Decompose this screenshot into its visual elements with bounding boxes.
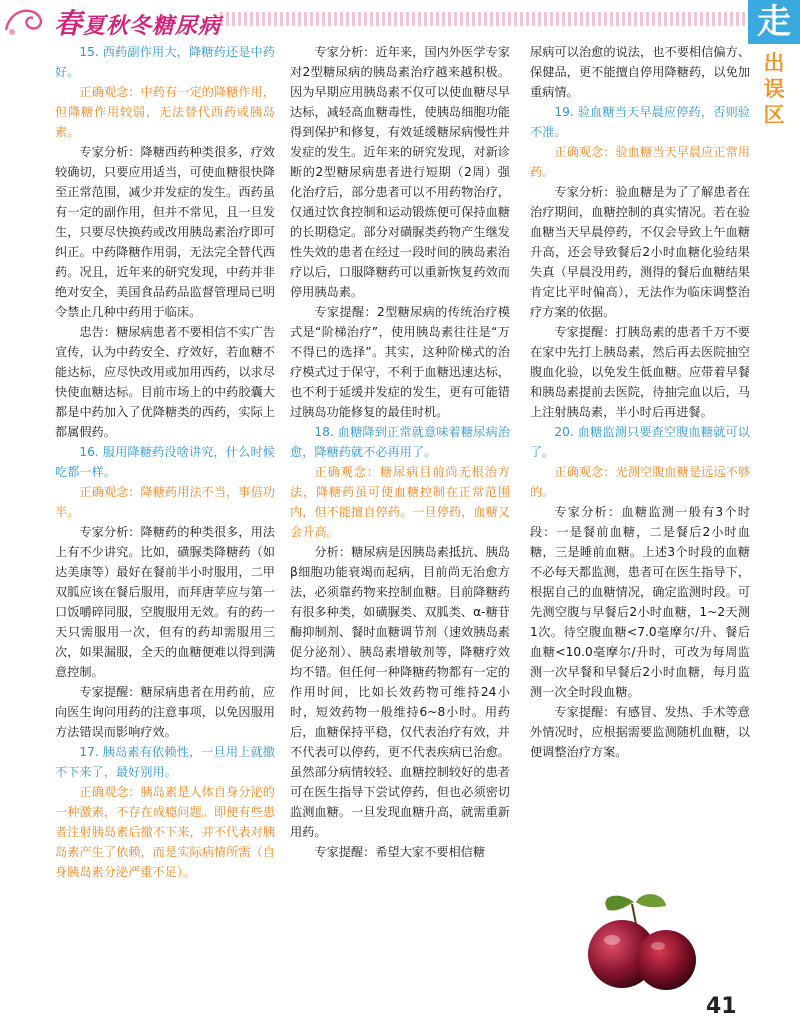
section-heading: 16. 服用降糖药没啥讲究，什么时候吃都一样。 bbox=[55, 445, 275, 479]
correct-concept: 正确观念：糖尿病目前尚无根治方法，降糖药虽可使血糖控制在正常范围内，但不能擅自停药。一旦停药，血糖又会升高。 bbox=[290, 465, 510, 539]
paragraph: 专家提醒：希望大家不要相信糖 bbox=[314, 845, 486, 859]
title-rest: 夏秋冬糖尿病 bbox=[83, 14, 222, 39]
correct-concept: 正确观念：验血糖当天早晨应正常用药。 bbox=[530, 145, 750, 179]
header-decorative-band bbox=[220, 12, 750, 26]
section-heading: 19. 验血糖当天早晨应停药，否则验不准。 bbox=[530, 105, 750, 139]
section-heading: 20. 血糖监测只要查空腹血糖就可以了。 bbox=[530, 425, 750, 459]
column-middle bbox=[290, 42, 510, 862]
title-first-char: 春 bbox=[54, 7, 84, 40]
paragraph: 尿病可以治愈的说法，也不要相信偏方、保健品，更不能擅自停用降糖药，以免加重病情。 bbox=[530, 45, 750, 99]
section-heading: 17. 胰岛素有依赖性，一旦用上就撤不下来了，最好别用。 bbox=[55, 745, 275, 779]
paragraph: 专家提醒：糖尿病患者在用药前，应向医生询问用药的注意事项，以免因服用方法错误而影响疗效。 bbox=[55, 685, 275, 739]
paragraph: 分析：糖尿病是因胰岛素抵抗、胰岛β细胞功能衰竭而起病，目前尚无治愈方法，必须靠药物来控制血糖。目前降糖药有很多种类，如磺脲类、双胍类、α-糖苷酶抑制剂、餐时血糖调节剂（速效胰岛素促分泌剂）、胰岛素增敏剂等，降糖疗效均不错。但任何一种降糖药物都有一定的作用时间，比如长效药物可维持24小时，短效药物一般维持6~8小时。用药后，血糖保持平稳，仅代表治疗有效，并不代表可以停药，更不代表疾病已治愈。虽然部分病情较轻、血糖控制较好的患者可在医生指导下尝试停药，但也必须密切监测血糖。一旦发现血糖升高，就需重新用药。 bbox=[290, 545, 510, 839]
column-right bbox=[530, 42, 750, 762]
paragraph: 专家分析：血糖监测一般有3个时段：一是餐前血糖，二是餐后2小时血糖，三是睡前血糖。上述3个时段的血糖不必每天都监测，患者可在医生指导下，根据自己的血糖情况，确定监测时段。可先测空腹与早餐后2小时血糖，1~2天测1次。待空腹血糖<7.0毫摩尔/升、餐后血糖<10.0毫摩尔/升时，可改为每周监测一次早餐和早餐后2小时血糖，每月监测一次全时段血糖。 bbox=[530, 505, 750, 699]
correct-concept: 正确观念：中药有一定的降糖作用，但降糖作用较弱，无法替代西药或胰岛素。 bbox=[55, 85, 275, 139]
page-number: 41 bbox=[706, 994, 737, 1019]
plum-illustration-icon bbox=[578, 888, 708, 1000]
correct-concept: 正确观念：降糖药用法不当，事倍功半。 bbox=[55, 485, 275, 519]
correct-concept: 正确观念：胰岛素是人体自身分泌的一种激素，不存在成瘾问题。即便有些患者注射胰岛素后撤不下来，并不代表对胰岛素产生了依赖，而是实际病情所需（自身胰岛素分泌严重不足）。 bbox=[55, 785, 275, 879]
section-heading: 18. 血糖降到正常就意味着糖尿病治愈，降糖药就不必再用了。 bbox=[290, 425, 510, 459]
section-heading: 15. 西药副作用大，降糖药还是中药好。 bbox=[55, 45, 275, 79]
paragraph: 专家分析：验血糖是为了了解患者在治疗期间，血糖控制的真实情况。若在验血糖当天早晨停药，不仅会导致上午血糖升高，还会导致餐后2小时血糖化验结果失真（早晨没用药，测得的餐后血糖结果肯定比平时偏高），无法作为临床调整治疗方案的依据。 bbox=[530, 185, 750, 319]
column-left bbox=[55, 42, 275, 882]
paragraph: 专家分析：降糖药的种类很多，用法上有不少讲究。比如，磺脲类降糖药（如达美康等）最好在餐前半小时服用，二甲双胍应该在餐后服用，而拜唐苹应与第一口饭嚼碎同服，空腹服用无效。有的药一天只需服用一次，但有的药却需服用三次，如果漏服，全天的血糖便难以得到满意控制。 bbox=[55, 525, 275, 679]
correct-concept: 正确观念：光测空腹血糖是远远不够的。 bbox=[530, 465, 750, 499]
paragraph: 专家分析：近年来，国内外医学专家对2型糖尿病的胰岛素治疗越来越积极。因为早期应用胰岛素不仅可以使血糖尽早达标，减轻高血糖毒性，使胰岛细胞功能得到保护和修复，有效延缓糖尿病慢性并发症的发生。近年来的研究发现，对新诊断的2型糖尿病患者进行短期（2周）强化治疗后，部分患者可以不用药物治疗，仅通过饮食控制和运动锻炼便可保持血糖的长期稳定。部分对磺脲类药物产生继发性失效的患者在经过一段时间的胰岛素治疗以后，口服降糖药可以重新恢复药效而停用胰岛素。 bbox=[290, 45, 510, 299]
magazine-title bbox=[54, 2, 221, 42]
section-label: 出误区 bbox=[763, 51, 785, 127]
section-tab: 走 bbox=[748, 0, 800, 44]
page-header bbox=[0, 0, 800, 40]
paragraph: 专家提醒：2型糖尿病的传统治疗模式是“阶梯治疗”，使用胰岛素往往是“万不得已的选择”。其实，这种阶梯式的治疗模式过于保守，不利于血糖迅速达标，也不利于延缓并发症的发生，更有可能错过胰岛功能修复的最佳时机。 bbox=[290, 305, 510, 419]
paragraph: 专家分析：降糖西药种类很多，疗效较确切，只要应用适当，可使血糖很快降至正常范围，减少并发症的发生。西药虽有一定的副作用，但并不常见，且一旦发生，只要尽快换药或改用胰岛素治疗即可纠正。中药降糖作用弱，无法完全替代西药。况且，近年来的研究发现，中药并非绝对安全，美国食品药品监督管理局已明令禁止几种中药用于临床。 bbox=[55, 145, 275, 319]
paragraph: 专家提醒：打胰岛素的患者千万不要在家中先打上胰岛素，然后再去医院抽空腹血化验，以免发生低血糖。应带着早餐和胰岛素提前去医院，待抽完血以后，马上注射胰岛素，半小时后再进餐。 bbox=[530, 325, 750, 419]
swirl-ornament-icon bbox=[0, 0, 60, 40]
paragraph: 忠告：糖尿病患者不要相信不实广告宣传，认为中药安全、疗效好，若血糖不能达标，应尽快改用或加用西药，以求尽快使血糖达标。目前市场上的中药胶囊大都是中药加入了优降糖类的西药，实际上都属假药。 bbox=[55, 325, 275, 439]
paragraph: 专家提醒：有感冒、发热、手术等意外情况时，应根据需要监测随机血糖，以便调整治疗方案。 bbox=[530, 705, 750, 759]
